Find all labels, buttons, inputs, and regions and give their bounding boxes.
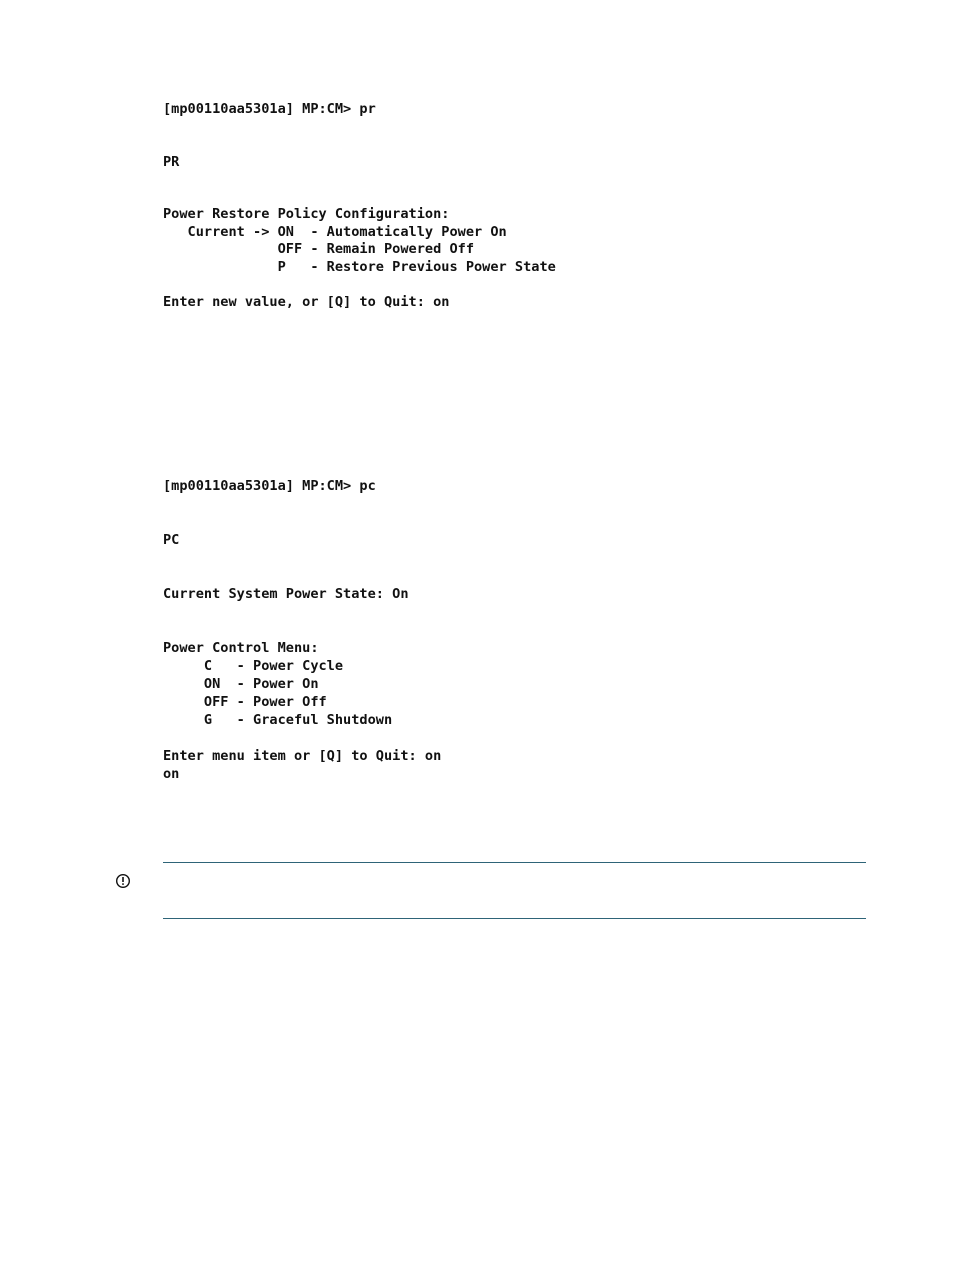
console-line: Current System Power State: On <box>163 586 409 602</box>
console-line: Enter menu item or [Q] to Quit: on <box>163 748 442 764</box>
console-line: Power Control Menu: <box>163 640 319 656</box>
console-line: OFF - Remain Powered Off <box>163 241 474 257</box>
console-line <box>163 550 441 568</box>
console-line <box>163 119 556 137</box>
console-line: P - Restore Previous Power State <box>163 258 556 275</box>
power-restore-screen-capture <box>163 101 556 311</box>
console-line <box>163 171 556 189</box>
console-line: Current -> ON - Automatically Power On <box>163 223 507 240</box>
console-line <box>163 622 441 640</box>
console-line <box>163 496 441 514</box>
console-line: OFF - Power Off <box>163 694 327 710</box>
important-note-box <box>163 862 866 919</box>
console-line: PR <box>163 153 180 170</box>
console-line <box>163 514 441 532</box>
console-line <box>163 604 441 622</box>
console-line: Power Restore Policy Configuration: <box>163 206 450 222</box>
important-icon <box>115 873 131 889</box>
console-line <box>163 730 441 748</box>
console-line <box>163 189 556 207</box>
console-line: [mp00110aa5301a] MP:CM> pc <box>163 478 376 494</box>
console-line: PC <box>163 532 180 548</box>
console-line: [mp00110aa5301a] MP:CM> pr <box>163 101 376 117</box>
console-line: on <box>163 766 180 782</box>
console-line <box>163 276 556 294</box>
console-line: C - Power Cycle <box>163 658 344 674</box>
console-line: ON - Power On <box>163 676 319 692</box>
power-control-screen-capture <box>163 478 441 784</box>
console-line <box>163 568 441 586</box>
console-line: Enter new value, or [Q] to Quit: on <box>163 293 450 310</box>
console-line: G - Graceful Shutdown <box>163 712 393 728</box>
console-line <box>163 136 556 154</box>
